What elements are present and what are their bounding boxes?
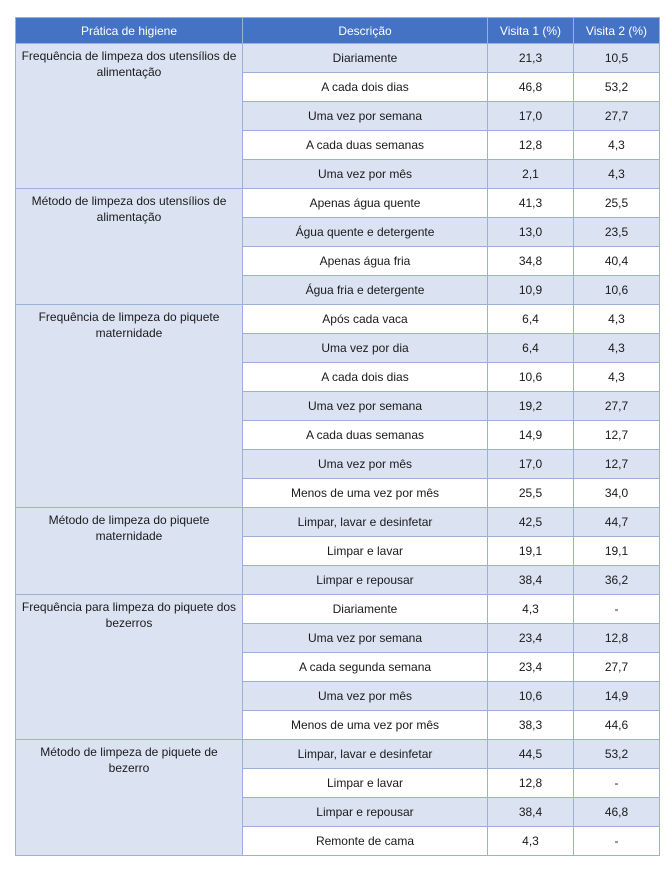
visit2-cell: 44,7 (574, 508, 660, 537)
description-cell: Uma vez por mês (243, 682, 488, 711)
visit1-cell: 17,0 (488, 102, 574, 131)
table-row (16, 189, 660, 218)
description-cell: Água fria e detergente (243, 276, 488, 305)
visit2-cell: 27,7 (574, 653, 660, 682)
visit2-cell: 36,2 (574, 566, 660, 595)
description-cell: Uma vez por dia (243, 334, 488, 363)
visit2-cell: 46,8 (574, 798, 660, 827)
practice-cell: Método de limpeza do piquete maternidade (16, 508, 243, 595)
table-row (16, 44, 660, 73)
practice-cell: Frequência para limpeza do piquete dos bezerros (16, 595, 243, 740)
visit2-cell: 12,7 (574, 421, 660, 450)
visit1-cell: 10,6 (488, 363, 574, 392)
description-cell: Limpar, lavar e desinfetar (243, 508, 488, 537)
visit2-cell: - (574, 827, 660, 856)
practice-cell: Frequência de limpeza do piquete maternidade (16, 305, 243, 508)
visit1-cell: 13,0 (488, 218, 574, 247)
visit2-cell: 14,9 (574, 682, 660, 711)
visit2-cell: - (574, 769, 660, 798)
description-cell: Uma vez por semana (243, 624, 488, 653)
visit2-cell: 23,5 (574, 218, 660, 247)
visit2-cell: - (574, 595, 660, 624)
description-cell: Apenas água fria (243, 247, 488, 276)
visit2-cell: 4,3 (574, 160, 660, 189)
description-cell: Remonte de cama (243, 827, 488, 856)
description-cell: Uma vez por semana (243, 392, 488, 421)
visit1-cell: 38,4 (488, 566, 574, 595)
description-cell: Diariamente (243, 595, 488, 624)
table-header-row (16, 18, 660, 44)
visit1-cell: 14,9 (488, 421, 574, 450)
description-cell: A cada dois dias (243, 363, 488, 392)
visit1-cell: 23,4 (488, 653, 574, 682)
visit2-cell: 4,3 (574, 131, 660, 160)
visit2-cell: 4,3 (574, 363, 660, 392)
visit1-cell: 6,4 (488, 305, 574, 334)
description-cell: Limpar e repousar (243, 798, 488, 827)
visit2-cell: 4,3 (574, 334, 660, 363)
visit1-cell: 25,5 (488, 479, 574, 508)
practice-cell: Método de limpeza de piquete de bezerro (16, 740, 243, 856)
table-row (16, 595, 660, 624)
description-cell: Limpar, lavar e desinfetar (243, 740, 488, 769)
visit1-cell: 34,8 (488, 247, 574, 276)
visit1-cell: 6,4 (488, 334, 574, 363)
description-cell: A cada segunda semana (243, 653, 488, 682)
visit2-cell: 44,6 (574, 711, 660, 740)
visit1-cell: 10,6 (488, 682, 574, 711)
visit1-cell: 19,2 (488, 392, 574, 421)
visit1-cell: 17,0 (488, 450, 574, 479)
visit2-cell: 34,0 (574, 479, 660, 508)
visit2-cell: 12,8 (574, 624, 660, 653)
visit2-cell: 4,3 (574, 305, 660, 334)
visit2-cell: 53,2 (574, 73, 660, 102)
visit2-cell: 27,7 (574, 392, 660, 421)
visit2-cell: 10,6 (574, 276, 660, 305)
header-practice: Prática de higiene (16, 18, 243, 44)
visit1-cell: 21,3 (488, 44, 574, 73)
visit1-cell: 41,3 (488, 189, 574, 218)
visit1-cell: 4,3 (488, 595, 574, 624)
practice-cell: Frequência de limpeza dos utensílios de alimentação (16, 44, 243, 189)
description-cell: A cada dois dias (243, 73, 488, 102)
description-cell: Limpar e lavar (243, 537, 488, 566)
visit1-cell: 38,3 (488, 711, 574, 740)
visit2-cell: 25,5 (574, 189, 660, 218)
description-cell: Diariamente (243, 44, 488, 73)
description-cell: A cada duas semanas (243, 131, 488, 160)
description-cell: A cada duas semanas (243, 421, 488, 450)
description-cell: Limpar e lavar (243, 769, 488, 798)
visit1-cell: 12,8 (488, 131, 574, 160)
header-description: Descrição (243, 18, 488, 44)
visit2-cell: 27,7 (574, 102, 660, 131)
visit2-cell: 10,5 (574, 44, 660, 73)
visit1-cell: 4,3 (488, 827, 574, 856)
description-cell: Água quente e detergente (243, 218, 488, 247)
visit1-cell: 19,1 (488, 537, 574, 566)
visit2-cell: 53,2 (574, 740, 660, 769)
visit2-cell: 40,4 (574, 247, 660, 276)
visit1-cell: 44,5 (488, 740, 574, 769)
description-cell: Apenas água quente (243, 189, 488, 218)
description-cell: Após cada vaca (243, 305, 488, 334)
visit1-cell: 38,4 (488, 798, 574, 827)
table-body (16, 44, 660, 856)
visit1-cell: 2,1 (488, 160, 574, 189)
hygiene-table-container (15, 17, 659, 856)
practice-cell: Método de limpeza dos utensílios de alimentação (16, 189, 243, 305)
description-cell: Limpar e repousar (243, 566, 488, 595)
visit2-cell: 19,1 (574, 537, 660, 566)
hygiene-practices-table (15, 17, 660, 856)
header-visit2: Visita 2 (%) (574, 18, 660, 44)
description-cell: Menos de uma vez por mês (243, 479, 488, 508)
visit1-cell: 42,5 (488, 508, 574, 537)
visit2-cell: 12,7 (574, 450, 660, 479)
header-visit1: Visita 1 (%) (488, 18, 574, 44)
table-row (16, 740, 660, 769)
description-cell: Menos de uma vez por mês (243, 711, 488, 740)
description-cell: Uma vez por semana (243, 102, 488, 131)
visit1-cell: 12,8 (488, 769, 574, 798)
visit1-cell: 10,9 (488, 276, 574, 305)
visit1-cell: 46,8 (488, 73, 574, 102)
table-row (16, 305, 660, 334)
description-cell: Uma vez por mês (243, 450, 488, 479)
visit1-cell: 23,4 (488, 624, 574, 653)
description-cell: Uma vez por mês (243, 160, 488, 189)
table-row (16, 508, 660, 537)
